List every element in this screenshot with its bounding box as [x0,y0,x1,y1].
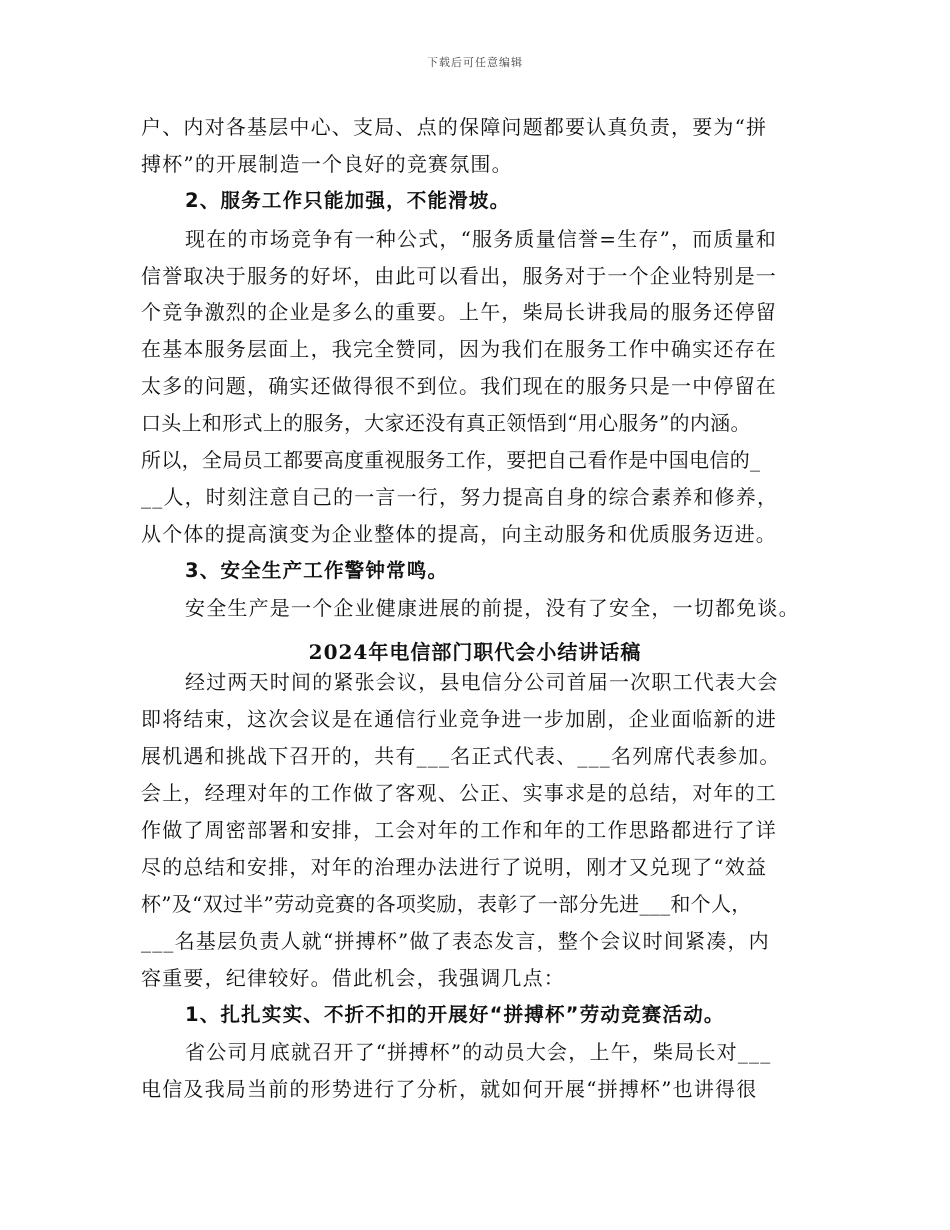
body-line: 容重要，纪律较好。借此机会，我强调几点： [141,966,565,990]
section-heading: 2、服务工作只能加强，不能滑坡。 [185,189,511,212]
body-line: 从个体的提高演变为企业整体的提高，向主动服务和优质服务迈进。 [141,522,777,546]
body-line: 太多的问题，确实还做得很不到位。我们现在的服务只是一中停留在 [141,374,777,398]
body-line: 口头上和形式上的服务，大家还没有真正领悟到“用心服务”的内涵。 [141,411,751,435]
body-line: 经过两天时间的紧张会议，县电信分公司首届一次职工代表大会 [185,670,779,694]
body-line: 在基本服务层面上，我完全赞同，因为我们在服务工作中确实还存在 [141,337,777,361]
section-heading: 1、扎扎实实、不折不扣的开展好“拼搏杯”劳动竞赛活动。 [185,1003,725,1026]
body-line: 搏杯”的开展制造一个良好的竞赛氛围。 [141,152,513,176]
body-line: 个竞争激烈的企业是多么的重要。上午，柴局长讲我局的服务还停留 [141,300,777,324]
body-line: 展机遇和挑战下召开的，共有___名正式代表、___名列席代表参加。 [141,744,781,768]
body-line: 尽的总结和安排，对年的治理办法进行了说明，刚才又兑现了“效益 [141,855,768,879]
body-line: 户、内对各基层中心、支局、点的保障问题都要认真负责，要为“拼 [141,115,768,139]
body-line: 安全生产是一个企业健康进展的前提，没有了安全，一切都免谈。 [185,596,800,620]
body-line: 所以，全局员工都要高度重视服务工作，要把自己看作是中国电信的_ [141,448,761,472]
speech-title: 2024年电信部门职代会小结讲话稿 [308,640,642,664]
section-heading: 3、安全生产工作警钟常鸣。 [185,559,449,582]
body-line: ___名基层负责人就“拼搏杯”做了表态发言，整个会议时间紧凑，内 [141,929,770,953]
body-line: 即将结束，这次会议是在通信行业竞争进一步加剧，企业面临新的进 [141,707,777,731]
body-line: 电信及我局当前的形势进行了分析，就如何开展“拼搏杯”也讲得很 [141,1077,758,1101]
body-line: 作做了周密部署和安排，工会对年的工作和年的工作思路都进行了详 [141,818,777,842]
body-line: 现在的市场竞争有一种公式，“服务质量信誉=生存”，而质量和 [185,227,778,251]
body-line: 信誉取决于服务的好坏，由此可以看出，服务对于一个企业特别是一 [141,264,777,288]
page-header: 下载后可任意编辑 [427,56,523,69]
body-line: __人，时刻注意自己的一言一行，努力提高自身的综合素养和修养， [141,485,779,509]
body-line: 杯”及“双过半”劳动竞赛的各项奖励，表彰了一部分先进___和个人， [141,892,752,916]
body-line: 省公司月底就召开了“拼搏杯”的动员大会，上午，柴局长对___ [185,1040,772,1064]
body-line: 会上，经理对年的工作做了客观、公正、实事求是的总结，对年的工 [141,781,777,805]
